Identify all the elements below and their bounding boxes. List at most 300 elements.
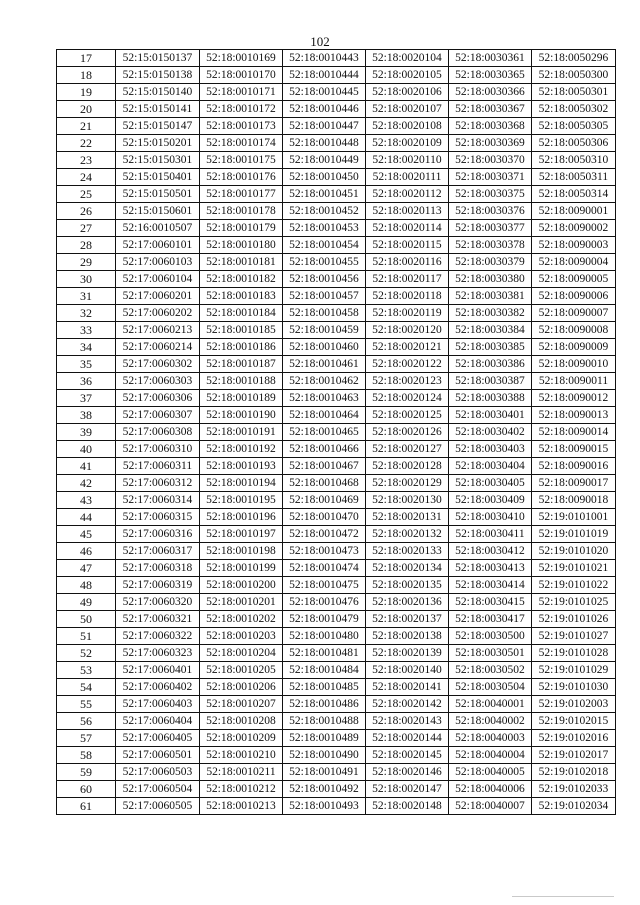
cadastral-number-cell: 52:18:0090004 — [532, 254, 616, 271]
cadastral-number-cell: 52:18:0020146 — [366, 764, 449, 781]
table-row — [57, 492, 616, 509]
cadastral-number-cell: 52:18:0020141 — [366, 679, 449, 696]
cadastral-number-cell: 52:18:0030502 — [449, 662, 532, 679]
row-number-cell: 61 — [57, 798, 116, 815]
cadastral-number-cell: 52:18:0010191 — [200, 424, 283, 441]
cadastral-number-cell: 52:17:0060321 — [116, 611, 200, 628]
cadastral-number-cell: 52:18:0030501 — [449, 645, 532, 662]
table-row — [57, 220, 616, 237]
cadastral-number-cell: 52:18:0010468 — [283, 475, 366, 492]
cadastral-number-cell: 52:19:0101020 — [532, 543, 616, 560]
cadastral-number-cell: 52:18:0010187 — [200, 356, 283, 373]
cadastral-number-cell: 52:18:0010212 — [200, 781, 283, 798]
table-row — [57, 764, 616, 781]
cadastral-number-cell: 52:18:0090003 — [532, 237, 616, 254]
cadastral-number-cell: 52:18:0030379 — [449, 254, 532, 271]
cadastral-number-cell: 52:17:0060323 — [116, 645, 200, 662]
cadastral-number-cell: 52:18:0010455 — [283, 254, 366, 271]
table-row — [57, 390, 616, 407]
table-row — [57, 67, 616, 84]
cadastral-number-cell: 52:18:0010213 — [200, 798, 283, 815]
cadastral-number-cell: 52:18:0010481 — [283, 645, 366, 662]
row-number-cell: 42 — [57, 475, 116, 492]
cadastral-number-cell: 52:19:0101027 — [532, 628, 616, 645]
cadastral-number-cell: 52:17:0060103 — [116, 254, 200, 271]
cadastral-number-cell: 52:18:0010184 — [200, 305, 283, 322]
cadastral-number-cell: 52:17:0060318 — [116, 560, 200, 577]
cadastral-number-cell: 52:18:0030402 — [449, 424, 532, 441]
cadastral-number-cell: 52:18:0090007 — [532, 305, 616, 322]
cadastral-number-cell: 52:18:0010205 — [200, 662, 283, 679]
cadastral-number-cell: 52:18:0010204 — [200, 645, 283, 662]
cadastral-number-cell: 52:18:0010203 — [200, 628, 283, 645]
cadastral-number-cell: 52:18:0040002 — [449, 713, 532, 730]
cadastral-number-cell: 52:18:0020147 — [366, 781, 449, 798]
cadastral-number-cell: 52:18:0020108 — [366, 118, 449, 135]
cadastral-number-cell: 52:18:0020139 — [366, 645, 449, 662]
row-number-cell: 20 — [57, 101, 116, 118]
cadastral-number-cell: 52:18:0010177 — [200, 186, 283, 203]
cadastral-number-cell: 52:18:0010193 — [200, 458, 283, 475]
cadastral-number-cell: 52:18:0010486 — [283, 696, 366, 713]
cadastral-number-cell: 52:18:0030401 — [449, 407, 532, 424]
table-row — [57, 594, 616, 611]
cadastral-number-cell: 52:18:0010190 — [200, 407, 283, 424]
table-row — [57, 560, 616, 577]
cadastral-number-cell: 52:18:0020132 — [366, 526, 449, 543]
cadastral-number-cell: 52:18:0010479 — [283, 611, 366, 628]
row-number-cell: 48 — [57, 577, 116, 594]
row-number-cell: 59 — [57, 764, 116, 781]
cadastral-number-cell: 52:18:0010178 — [200, 203, 283, 220]
cadastral-number-cell: 52:17:0060317 — [116, 543, 200, 560]
row-number-cell: 28 — [57, 237, 116, 254]
cadastral-number-cell: 52:18:0020129 — [366, 475, 449, 492]
cadastral-number-cell: 52:15:0150601 — [116, 203, 200, 220]
cadastral-number-cell: 52:18:0050300 — [532, 67, 616, 84]
cadastral-number-cell: 52:18:0050301 — [532, 84, 616, 101]
cadastral-number-cell: 52:18:0020118 — [366, 288, 449, 305]
table-row — [57, 730, 616, 747]
row-number-cell: 47 — [57, 560, 116, 577]
cadastral-number-cell: 52:18:0030369 — [449, 135, 532, 152]
cadastral-number-cell: 52:17:0060214 — [116, 339, 200, 356]
cadastral-number-cell: 52:18:0020119 — [366, 305, 449, 322]
cadastral-number-cell: 52:18:0010463 — [283, 390, 366, 407]
row-number-cell: 19 — [57, 84, 116, 101]
table-row — [57, 84, 616, 101]
cadastral-number-cell: 52:18:0010464 — [283, 407, 366, 424]
cadastral-number-cell: 52:18:0090011 — [532, 373, 616, 390]
cadastral-number-cell: 52:18:0010485 — [283, 679, 366, 696]
cadastral-number-cell: 52:18:0010174 — [200, 135, 283, 152]
cadastral-number-cell: 52:18:0030375 — [449, 186, 532, 203]
cadastral-number-cell: 52:19:0102016 — [532, 730, 616, 747]
cadastral-number-cell: 52:17:0060405 — [116, 730, 200, 747]
cadastral-number-cell: 52:18:0020131 — [366, 509, 449, 526]
cadastral-number-cell: 52:18:0030384 — [449, 322, 532, 339]
cadastral-number-cell: 52:18:0020120 — [366, 322, 449, 339]
cadastral-number-cell: 52:18:0010484 — [283, 662, 366, 679]
row-number-cell: 21 — [57, 118, 116, 135]
cadastral-number-cell: 52:18:0020145 — [366, 747, 449, 764]
table-row — [57, 101, 616, 118]
cadastral-number-cell: 52:15:0150147 — [116, 118, 200, 135]
footer-scan-mark — [512, 896, 614, 897]
cadastral-number-cell: 52:18:0010170 — [200, 67, 283, 84]
cadastral-number-cell: 52:18:0090002 — [532, 220, 616, 237]
cadastral-number-cell: 52:18:0010493 — [283, 798, 366, 815]
row-number-cell: 50 — [57, 611, 116, 628]
table-row — [57, 288, 616, 305]
cadastral-number-cell: 52:18:0020133 — [366, 543, 449, 560]
cadastral-number-cell: 52:18:0090001 — [532, 203, 616, 220]
row-number-cell: 41 — [57, 458, 116, 475]
cadastral-number-cell: 52:18:0010447 — [283, 118, 366, 135]
table-body — [57, 50, 616, 815]
cadastral-number-cell: 52:18:0010210 — [200, 747, 283, 764]
cadastral-number-cell: 52:18:0020144 — [366, 730, 449, 747]
cadastral-number-cell: 52:18:0020128 — [366, 458, 449, 475]
cadastral-number-cell: 52:18:0010456 — [283, 271, 366, 288]
cadastral-number-cell: 52:18:0020107 — [366, 101, 449, 118]
cadastral-number-cell: 52:18:0010196 — [200, 509, 283, 526]
cadastral-number-cell: 52:17:0060303 — [116, 373, 200, 390]
cadastral-number-cell: 52:18:0030409 — [449, 492, 532, 509]
table-row — [57, 475, 616, 492]
cadastral-number-cell: 52:18:0010200 — [200, 577, 283, 594]
cadastral-number-cell: 52:18:0020148 — [366, 798, 449, 815]
cadastral-number-cell: 52:18:0020112 — [366, 186, 449, 203]
row-number-cell: 34 — [57, 339, 116, 356]
cadastral-number-cell: 52:18:0010444 — [283, 67, 366, 84]
cadastral-number-cell: 52:18:0020106 — [366, 84, 449, 101]
cadastral-number-cell: 52:18:0040006 — [449, 781, 532, 798]
cadastral-number-cell: 52:17:0060505 — [116, 798, 200, 815]
table-row — [57, 203, 616, 220]
cadastral-number-cell: 52:18:0020130 — [366, 492, 449, 509]
cadastral-number-cell: 52:19:0101021 — [532, 560, 616, 577]
cadastral-number-cell: 52:18:0010458 — [283, 305, 366, 322]
cadastral-number-cell: 52:19:0102017 — [532, 747, 616, 764]
cadastral-number-cell: 52:18:0010492 — [283, 781, 366, 798]
table-row — [57, 254, 616, 271]
cadastral-number-cell: 52:17:0060322 — [116, 628, 200, 645]
table-row — [57, 118, 616, 135]
cadastral-number-cell: 52:18:0010185 — [200, 322, 283, 339]
cadastral-number-cell: 52:17:0060402 — [116, 679, 200, 696]
cadastral-number-cell: 52:19:0101029 — [532, 662, 616, 679]
cadastral-number-cell: 52:19:0102003 — [532, 696, 616, 713]
cadastral-number-cell: 52:18:0090016 — [532, 458, 616, 475]
table-row — [57, 424, 616, 441]
cadastral-number-cell: 52:18:0010466 — [283, 441, 366, 458]
cadastral-number-cell: 52:18:0010443 — [283, 50, 366, 67]
cadastral-number-cell: 52:18:0030387 — [449, 373, 532, 390]
table-row — [57, 628, 616, 645]
row-number-cell: 30 — [57, 271, 116, 288]
cadastral-number-cell: 52:18:0030367 — [449, 101, 532, 118]
row-number-cell: 33 — [57, 322, 116, 339]
row-number-cell: 38 — [57, 407, 116, 424]
table-row — [57, 50, 616, 67]
cadastral-number-cell: 52:18:0020137 — [366, 611, 449, 628]
cadastral-number-cell: 52:18:0010173 — [200, 118, 283, 135]
cadastral-number-cell: 52:18:0010179 — [200, 220, 283, 237]
cadastral-number-cell: 52:18:0010195 — [200, 492, 283, 509]
cadastral-number-cell: 52:17:0060404 — [116, 713, 200, 730]
table-row — [57, 713, 616, 730]
table-row — [57, 373, 616, 390]
cadastral-number-cell: 52:17:0060311 — [116, 458, 200, 475]
cadastral-number-cell: 52:17:0060503 — [116, 764, 200, 781]
cadastral-number-cell: 52:18:0010457 — [283, 288, 366, 305]
cadastral-number-cell: 52:18:0020140 — [366, 662, 449, 679]
cadastral-number-cell: 52:18:0010182 — [200, 271, 283, 288]
cadastral-number-cell: 52:18:0010207 — [200, 696, 283, 713]
row-number-cell: 35 — [57, 356, 116, 373]
cadastral-number-cell: 52:18:0030413 — [449, 560, 532, 577]
cadastral-number-cell: 52:18:0050306 — [532, 135, 616, 152]
cadastral-number-cell: 52:18:0090009 — [532, 339, 616, 356]
cadastral-number-cell: 52:18:0030380 — [449, 271, 532, 288]
table-row — [57, 458, 616, 475]
cadastral-number-cell: 52:17:0060104 — [116, 271, 200, 288]
row-number-cell: 36 — [57, 373, 116, 390]
cadastral-number-cell: 52:18:0030377 — [449, 220, 532, 237]
row-number-cell: 54 — [57, 679, 116, 696]
cadastral-number-cell: 52:18:0030368 — [449, 118, 532, 135]
cadastral-number-cell: 52:18:0030382 — [449, 305, 532, 322]
cadastral-number-cell: 52:18:0020110 — [366, 152, 449, 169]
cadastral-number-cell: 52:18:0030415 — [449, 594, 532, 611]
cadastral-number-cell: 52:18:0020126 — [366, 424, 449, 441]
row-number-cell: 25 — [57, 186, 116, 203]
cadastral-number-cell: 52:18:0010453 — [283, 220, 366, 237]
cadastral-number-cell: 52:17:0060403 — [116, 696, 200, 713]
row-number-cell: 29 — [57, 254, 116, 271]
cadastral-number-cell: 52:18:0030366 — [449, 84, 532, 101]
cadastral-number-cell: 52:18:0090010 — [532, 356, 616, 373]
table-row — [57, 577, 616, 594]
cadastral-number-cell: 52:18:0010451 — [283, 186, 366, 203]
cadastral-number-cell: 52:18:0020127 — [366, 441, 449, 458]
row-number-cell: 22 — [57, 135, 116, 152]
table-row — [57, 152, 616, 169]
cadastral-number-cell: 52:17:0060310 — [116, 441, 200, 458]
cadastral-number-cell: 52:18:0020122 — [366, 356, 449, 373]
table-row — [57, 526, 616, 543]
cadastral-number-cell: 52:18:0040007 — [449, 798, 532, 815]
row-number-cell: 58 — [57, 747, 116, 764]
row-number-cell: 23 — [57, 152, 116, 169]
row-number-cell: 44 — [57, 509, 116, 526]
row-number-cell: 37 — [57, 390, 116, 407]
cadastral-number-cell: 52:18:0010450 — [283, 169, 366, 186]
cadastral-number-cell: 52:18:0030403 — [449, 441, 532, 458]
cadastral-number-cell: 52:19:0101025 — [532, 594, 616, 611]
row-number-cell: 56 — [57, 713, 116, 730]
cadastral-number-cell: 52:17:0060401 — [116, 662, 200, 679]
table-row — [57, 509, 616, 526]
cadastral-number-cell: 52:18:0010176 — [200, 169, 283, 186]
row-number-cell: 57 — [57, 730, 116, 747]
cadastral-number-cell: 52:18:0090008 — [532, 322, 616, 339]
cadastral-number-cell: 52:18:0010172 — [200, 101, 283, 118]
cadastral-number-cell: 52:15:0150138 — [116, 67, 200, 84]
table-row — [57, 645, 616, 662]
cadastral-number-cell: 52:17:0060316 — [116, 526, 200, 543]
cadastral-number-cell: 52:18:0010488 — [283, 713, 366, 730]
cadastral-number-cell: 52:17:0060302 — [116, 356, 200, 373]
cadastral-number-cell: 52:17:0060307 — [116, 407, 200, 424]
row-number-cell: 45 — [57, 526, 116, 543]
row-number-cell: 53 — [57, 662, 116, 679]
cadastral-number-cell: 52:18:0010449 — [283, 152, 366, 169]
cadastral-number-cell: 52:15:0150137 — [116, 50, 200, 67]
row-number-cell: 55 — [57, 696, 116, 713]
cadastral-number-cell: 52:18:0020113 — [366, 203, 449, 220]
cadastral-number-cell: 52:18:0050302 — [532, 101, 616, 118]
table-row — [57, 543, 616, 560]
row-number-cell: 31 — [57, 288, 116, 305]
table-row — [57, 662, 616, 679]
cadastral-number-cell: 52:19:0101028 — [532, 645, 616, 662]
page-number: 102 — [310, 34, 330, 49]
cadastral-number-cell: 52:18:0030378 — [449, 237, 532, 254]
cadastral-number-cell: 52:18:0010460 — [283, 339, 366, 356]
row-number-cell: 51 — [57, 628, 116, 645]
cadastral-number-cell: 52:18:0030371 — [449, 169, 532, 186]
cadastral-number-cell: 52:18:0020116 — [366, 254, 449, 271]
table-row — [57, 798, 616, 815]
row-number-cell: 52 — [57, 645, 116, 662]
cadastral-number-cell: 52:18:0030411 — [449, 526, 532, 543]
cadastral-number-cell: 52:18:0010183 — [200, 288, 283, 305]
cadastral-number-cell: 52:18:0030381 — [449, 288, 532, 305]
cadastral-number-cell: 52:18:0010199 — [200, 560, 283, 577]
cadastral-number-cell: 52:17:0060319 — [116, 577, 200, 594]
cadastral-number-cell: 52:18:0010469 — [283, 492, 366, 509]
cadastral-number-cell: 52:18:0020134 — [366, 560, 449, 577]
table-row — [57, 322, 616, 339]
cadastral-number-cell: 52:19:0102018 — [532, 764, 616, 781]
row-number-cell: 49 — [57, 594, 116, 611]
cadastral-number-cell: 52:17:0060306 — [116, 390, 200, 407]
cadastral-number-cell: 52:18:0090017 — [532, 475, 616, 492]
cadastral-number-cell: 52:18:0010476 — [283, 594, 366, 611]
cadastral-number-cell: 52:18:0010197 — [200, 526, 283, 543]
table-row — [57, 237, 616, 254]
cadastral-number-cell: 52:19:0102034 — [532, 798, 616, 815]
table-row — [57, 169, 616, 186]
cadastral-number-cell: 52:16:0010507 — [116, 220, 200, 237]
cadastral-number-cell: 52:18:0020104 — [366, 50, 449, 67]
cadastral-number-cell: 52:18:0010452 — [283, 203, 366, 220]
cadastral-number-cell: 52:18:0090005 — [532, 271, 616, 288]
cadastral-number-cell: 52:18:0010188 — [200, 373, 283, 390]
cadastral-number-cell: 52:18:0040001 — [449, 696, 532, 713]
cadastral-number-cell: 52:17:0060101 — [116, 237, 200, 254]
cadastral-number-cell: 52:17:0060504 — [116, 781, 200, 798]
cadastral-number-cell: 52:17:0060213 — [116, 322, 200, 339]
cadastral-number-cell: 52:19:0102015 — [532, 713, 616, 730]
cadastral-number-cell: 52:18:0090014 — [532, 424, 616, 441]
cadastral-number-cell: 52:18:0010459 — [283, 322, 366, 339]
cadastral-number-cell: 52:18:0030414 — [449, 577, 532, 594]
row-number-cell: 26 — [57, 203, 116, 220]
cadastral-number-cell: 52:18:0030370 — [449, 152, 532, 169]
cadastral-number-cell: 52:17:0060202 — [116, 305, 200, 322]
cadastral-number-cell: 52:17:0060201 — [116, 288, 200, 305]
cadastral-number-cell: 52:18:0030376 — [449, 203, 532, 220]
cadastral-number-cell: 52:18:0010474 — [283, 560, 366, 577]
cadastral-number-cell: 52:19:0102033 — [532, 781, 616, 798]
cadastral-number-cell: 52:18:0010461 — [283, 356, 366, 373]
row-number-cell: 17 — [57, 50, 116, 67]
row-number-cell: 40 — [57, 441, 116, 458]
cadastral-number-cell: 52:19:0101030 — [532, 679, 616, 696]
cadastral-number-cell: 52:15:0150401 — [116, 169, 200, 186]
cadastral-number-cell: 52:15:0150141 — [116, 101, 200, 118]
cadastral-number-cell: 52:17:0060315 — [116, 509, 200, 526]
cadastral-number-cell: 52:18:0010211 — [200, 764, 283, 781]
cadastral-number-cell: 52:18:0090012 — [532, 390, 616, 407]
table-row — [57, 441, 616, 458]
cadastral-number-cell: 52:18:0010181 — [200, 254, 283, 271]
cadastral-number-cell: 52:18:0010490 — [283, 747, 366, 764]
cadastral-number-cell: 52:18:0010175 — [200, 152, 283, 169]
cadastral-number-cell: 52:18:0020136 — [366, 594, 449, 611]
cadastral-number-cell: 52:18:0020138 — [366, 628, 449, 645]
row-number-cell: 27 — [57, 220, 116, 237]
cadastral-number-cell: 52:17:0060320 — [116, 594, 200, 611]
cadastral-number-cell: 52:18:0090006 — [532, 288, 616, 305]
cadastral-number-cell: 52:18:0010470 — [283, 509, 366, 526]
cadastral-number-cell: 52:18:0050296 — [532, 50, 616, 67]
row-number-cell: 60 — [57, 781, 116, 798]
cadastral-number-cell: 52:19:0101022 — [532, 577, 616, 594]
cadastral-number-cell: 52:17:0060501 — [116, 747, 200, 764]
cadastral-number-cell: 52:18:0030385 — [449, 339, 532, 356]
table-row — [57, 339, 616, 356]
table-row — [57, 407, 616, 424]
row-number-cell: 18 — [57, 67, 116, 84]
cadastral-number-cell: 52:18:0010192 — [200, 441, 283, 458]
table-row — [57, 696, 616, 713]
row-number-cell: 24 — [57, 169, 116, 186]
cadastral-number-cell: 52:18:0020143 — [366, 713, 449, 730]
cadastral-number-cell: 52:18:0020123 — [366, 373, 449, 390]
cadastral-number-cell: 52:19:0101019 — [532, 526, 616, 543]
cadastral-number-cell: 52:18:0090015 — [532, 441, 616, 458]
cadastral-number-cell: 52:18:0040005 — [449, 764, 532, 781]
cadastral-number-cell: 52:18:0010171 — [200, 84, 283, 101]
row-number-cell: 43 — [57, 492, 116, 509]
cadastral-number-table — [56, 49, 616, 815]
cadastral-number-cell: 52:18:0020114 — [366, 220, 449, 237]
cadastral-number-cell: 52:18:0010180 — [200, 237, 283, 254]
cadastral-number-cell: 52:18:0010445 — [283, 84, 366, 101]
cadastral-number-cell: 52:18:0050314 — [532, 186, 616, 203]
cadastral-number-cell: 52:18:0010189 — [200, 390, 283, 407]
table-row — [57, 135, 616, 152]
cadastral-number-cell: 52:18:0030365 — [449, 67, 532, 84]
cadastral-number-cell: 52:18:0010169 — [200, 50, 283, 67]
cadastral-number-cell: 52:18:0010208 — [200, 713, 283, 730]
cadastral-number-cell: 52:18:0050311 — [532, 169, 616, 186]
cadastral-number-cell: 52:18:0010475 — [283, 577, 366, 594]
